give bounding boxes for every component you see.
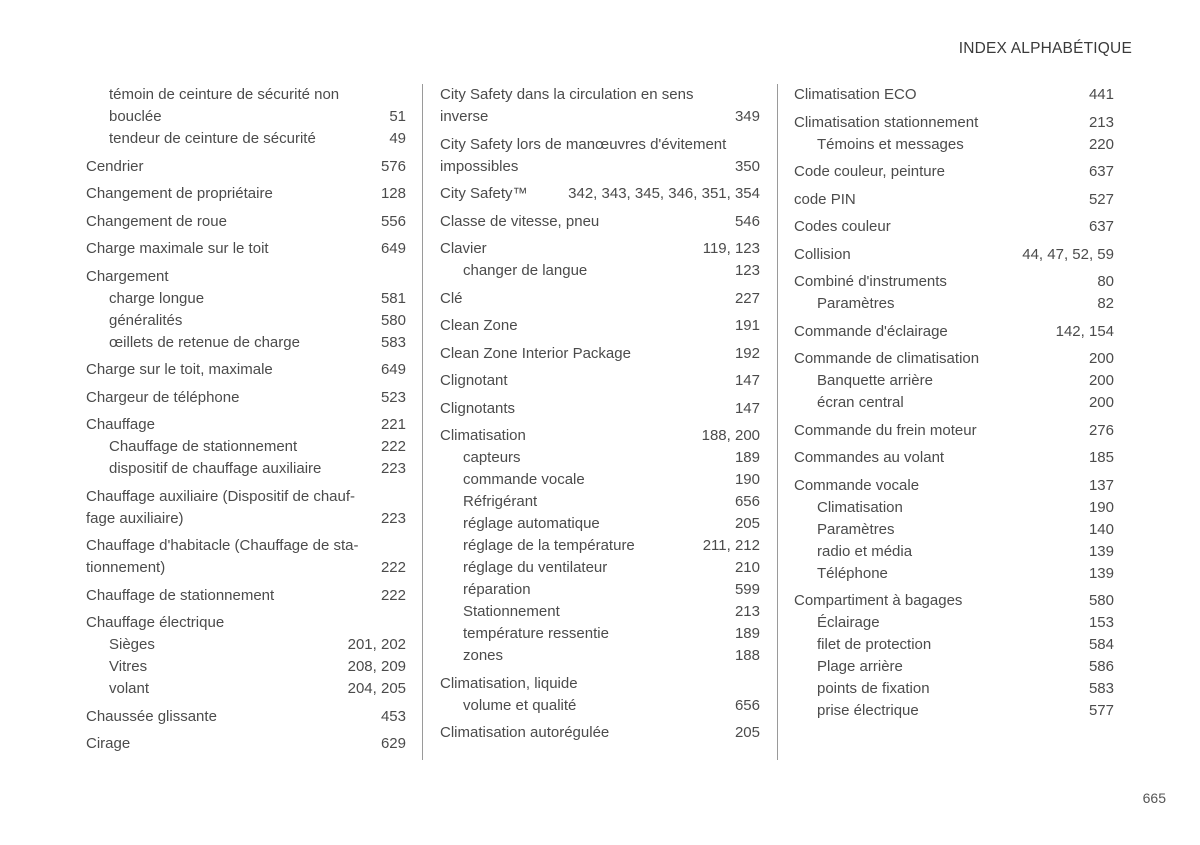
index-subentry xyxy=(86,656,406,678)
index-entry xyxy=(794,161,1114,183)
entry-page-ref: 49 xyxy=(389,130,406,147)
entry-term: généralités xyxy=(109,311,183,329)
index-subentry xyxy=(794,497,1114,519)
entry-page-ref: 211, 212 xyxy=(702,537,760,554)
index-entry xyxy=(86,585,406,607)
entry-page-ref: 656 xyxy=(734,493,760,510)
page-header: INDEX ALPHABÉTIQUE xyxy=(958,40,1132,57)
entry-term: Climatisation xyxy=(817,498,903,516)
entry-page-ref: 190 xyxy=(1088,498,1114,516)
index-line xyxy=(440,156,760,178)
entry-term: Changement de propriétaire xyxy=(86,185,273,202)
entry-term: changer de langue xyxy=(463,262,588,279)
entry-page-ref: 581 xyxy=(380,289,406,307)
index-subentry xyxy=(794,541,1114,563)
entry-term: Stationnement xyxy=(463,603,560,620)
entry-page-ref: 205 xyxy=(734,724,760,741)
index-entry xyxy=(794,447,1114,469)
entry-term: Éclairage xyxy=(817,614,880,631)
entry-term: Sièges xyxy=(109,636,155,653)
index-line xyxy=(440,211,760,233)
entry-page-ref: 441 xyxy=(1088,86,1114,103)
entry-page-ref: 350 xyxy=(734,157,760,175)
entry-page-ref: 580 xyxy=(1088,592,1114,609)
entry-page-ref: 139 xyxy=(1088,564,1114,582)
index-subentry xyxy=(440,579,760,601)
entry-page-ref: 80 xyxy=(1097,273,1114,290)
index-line xyxy=(440,398,760,420)
index-line xyxy=(86,359,406,381)
entry-term: tionnement) xyxy=(86,559,166,576)
index-subentry xyxy=(86,288,406,310)
entry-term: Climatisation ECO xyxy=(794,86,917,103)
entry-term: Chaussée glissante xyxy=(86,707,217,725)
entry-term: Plage arrière xyxy=(817,658,903,675)
entry-page-ref: 200 xyxy=(1088,372,1114,389)
index-line xyxy=(440,238,760,260)
entry-term: inverse xyxy=(440,108,489,125)
index-entry xyxy=(86,359,406,381)
index-subentry xyxy=(86,106,406,128)
entry-term: Commande de climatisation xyxy=(794,350,980,367)
index-subentry xyxy=(440,623,760,645)
index-entry xyxy=(794,420,1114,442)
index-entry xyxy=(794,271,1114,315)
index-line xyxy=(794,447,1114,469)
index-line xyxy=(440,183,760,205)
index-column-1 xyxy=(86,84,406,761)
entry-page-ref: 142, 154 xyxy=(1055,322,1114,340)
entry-page-ref: 222 xyxy=(380,438,406,455)
entry-term: œillets de retenue de charge xyxy=(109,333,300,351)
index-subentry xyxy=(440,491,760,513)
index-column-3 xyxy=(794,84,1114,728)
entry-term: réglage automatique xyxy=(463,515,600,532)
entry-page-ref: 190 xyxy=(734,471,760,488)
index-entry xyxy=(794,244,1114,266)
index-line xyxy=(86,706,406,728)
entry-term: témoin de ceinture de sécurité non xyxy=(109,86,340,103)
index-entry xyxy=(440,315,760,337)
entry-page-ref: 227 xyxy=(734,289,760,307)
entry-term: Chauffage xyxy=(86,416,155,433)
index-entry xyxy=(440,211,760,233)
entry-term: Téléphone xyxy=(817,564,888,582)
index-line xyxy=(440,84,760,106)
entry-term: Classe de vitesse, pneu xyxy=(440,212,600,230)
index-entry xyxy=(86,266,406,354)
entry-page-ref: 576 xyxy=(380,157,406,175)
index-line xyxy=(440,673,760,695)
index-entry xyxy=(86,238,406,260)
entry-term: tendeur de ceinture de sécurité xyxy=(109,130,316,147)
entry-page-ref: 583 xyxy=(380,333,406,351)
index-line xyxy=(86,387,406,409)
entry-term: Vitres xyxy=(109,658,148,675)
index-entry xyxy=(86,211,406,233)
index-line xyxy=(86,238,406,260)
entry-page-ref: 210 xyxy=(734,559,760,576)
index-line xyxy=(794,420,1114,442)
index-subentry xyxy=(86,84,406,106)
entry-term: Chauffage d'habitacle (Chauffage de sta- xyxy=(86,537,359,554)
entry-term: écran central xyxy=(817,394,904,411)
entry-page-ref: 140 xyxy=(1088,520,1114,538)
entry-page-ref: 153 xyxy=(1088,614,1114,631)
entry-page-ref: 201, 202 xyxy=(347,636,406,653)
entry-term: Commande vocale xyxy=(794,476,920,494)
index-entry xyxy=(440,722,760,744)
entry-term: Cirage xyxy=(86,735,131,752)
index-subentry xyxy=(794,678,1114,700)
entry-term: bouclée xyxy=(109,108,162,125)
entry-page-ref: 546 xyxy=(734,212,760,230)
entry-term: City Safety lors de manœuvres d'évitement xyxy=(440,135,727,153)
entry-page-ref: 583 xyxy=(1088,680,1114,697)
index-line xyxy=(86,183,406,205)
index-entry xyxy=(86,612,406,700)
index-line xyxy=(794,84,1114,106)
entry-term: Clignotant xyxy=(440,372,508,389)
entry-page-ref: 453 xyxy=(380,707,406,725)
entry-term: code PIN xyxy=(794,190,856,208)
index-line xyxy=(794,590,1114,612)
index-line xyxy=(440,288,760,310)
entry-page-ref: 123 xyxy=(734,262,760,279)
entry-page-ref: 637 xyxy=(1088,218,1114,235)
index-entry xyxy=(86,706,406,728)
index-line xyxy=(794,189,1114,211)
index-entry xyxy=(794,112,1114,156)
entry-term: Réfrigérant xyxy=(463,493,538,510)
entry-page-ref: 221 xyxy=(380,416,406,433)
index-line xyxy=(86,211,406,233)
entry-term: Charge maximale sur le toit xyxy=(86,240,269,257)
index-subentry xyxy=(794,370,1114,392)
entry-term: Témoins et messages xyxy=(817,135,964,153)
index-line xyxy=(794,244,1114,266)
index-subentry xyxy=(440,513,760,535)
index-entry xyxy=(86,156,406,178)
index-subentry xyxy=(440,695,760,717)
index-entry xyxy=(440,398,760,420)
index-line xyxy=(86,414,406,436)
entry-term: Clavier xyxy=(440,240,487,257)
entry-page-ref: 204, 205 xyxy=(347,680,406,697)
entry-page-ref: 185 xyxy=(1088,449,1114,466)
index-line xyxy=(86,156,406,178)
entry-page-ref: 213 xyxy=(1088,113,1114,131)
entry-term: prise électrique xyxy=(817,702,919,719)
entry-page-ref: 223 xyxy=(380,460,406,477)
index-subentry xyxy=(440,557,760,579)
index-line xyxy=(86,557,406,579)
entry-term: Climatisation stationnement xyxy=(794,113,979,131)
entry-term: Clignotants xyxy=(440,399,516,417)
entry-page-ref: 637 xyxy=(1088,163,1114,180)
index-subentry xyxy=(794,656,1114,678)
index-subentry xyxy=(794,612,1114,634)
index-entry xyxy=(440,84,760,128)
entry-term: dispositif de chauffage auxiliaire xyxy=(109,460,322,477)
index-line xyxy=(794,348,1114,370)
index-subentry xyxy=(86,128,406,150)
entry-term: Banquette arrière xyxy=(817,372,933,389)
entry-page-ref: 342, 343, 345, 346, 351, 354 xyxy=(568,185,760,202)
index-line xyxy=(794,112,1114,134)
entry-page-ref: 82 xyxy=(1097,295,1114,312)
entry-page-ref: 586 xyxy=(1088,658,1114,675)
entry-term: réparation xyxy=(463,581,531,598)
entry-page-ref: 44, 47, 52, 59 xyxy=(1022,245,1114,263)
entry-term: radio et média xyxy=(817,542,913,560)
entry-term: City Safety™ xyxy=(440,185,528,202)
entry-page-ref: 205 xyxy=(734,515,760,532)
index-line xyxy=(440,425,760,447)
index-subentry xyxy=(440,601,760,623)
index-entry xyxy=(440,425,760,667)
column-divider xyxy=(777,84,778,760)
entry-page-ref: 222 xyxy=(380,559,406,576)
index-subentry xyxy=(794,563,1114,585)
index-line xyxy=(86,486,406,508)
entry-page-ref: 223 xyxy=(380,509,406,527)
entry-page-ref: 200 xyxy=(1088,394,1114,411)
entry-page-ref: 556 xyxy=(380,212,406,230)
entry-page-ref: 208, 209 xyxy=(347,658,406,675)
index-subentry xyxy=(86,436,406,458)
index-entry xyxy=(794,189,1114,211)
entry-page-ref: 200 xyxy=(1088,350,1114,367)
entry-term: Changement de roue xyxy=(86,212,227,230)
entry-term: température ressentie xyxy=(463,625,609,642)
index-line xyxy=(86,612,406,634)
entry-term: City Safety dans la circulation en sens xyxy=(440,86,694,103)
index-entry xyxy=(86,486,406,530)
index-subentry xyxy=(794,392,1114,414)
entry-page-ref: 137 xyxy=(1088,476,1114,494)
index-line xyxy=(440,370,760,392)
entry-page-ref: 599 xyxy=(734,581,760,598)
index-subentry xyxy=(86,332,406,354)
index-entry xyxy=(440,370,760,392)
entry-page-ref: 656 xyxy=(734,696,760,714)
index-subentry xyxy=(86,458,406,480)
index-line xyxy=(794,475,1114,497)
index-line xyxy=(86,266,406,288)
index-line xyxy=(440,722,760,744)
index-entry xyxy=(86,535,406,579)
entry-page-ref: 527 xyxy=(1088,190,1114,208)
entry-term: commande vocale xyxy=(463,471,585,488)
entry-page-ref: 276 xyxy=(1088,421,1114,439)
index-subentry xyxy=(794,700,1114,722)
index-entry xyxy=(794,216,1114,238)
index-subentry xyxy=(794,519,1114,541)
entry-term: fage auxiliaire) xyxy=(86,509,184,527)
entry-term: Codes couleur xyxy=(794,218,891,235)
entry-page-ref: 189 xyxy=(734,449,760,466)
entry-term: Cendrier xyxy=(86,157,144,175)
index-line xyxy=(794,216,1114,238)
entry-term: Commande d'éclairage xyxy=(794,322,948,340)
entry-page-ref: 192 xyxy=(734,344,760,362)
index-line xyxy=(794,161,1114,183)
index-subentry xyxy=(86,678,406,700)
entry-term: réglage de la température xyxy=(463,537,635,554)
index-entry xyxy=(440,238,760,282)
index-entry xyxy=(86,84,406,150)
index-subentry xyxy=(86,634,406,656)
index-entry xyxy=(86,387,406,409)
index-subentry xyxy=(440,535,760,557)
entry-term: Clean Zone Interior Package xyxy=(440,344,631,362)
entry-term: Chauffage de stationnement xyxy=(109,438,298,455)
entry-page-ref: 220 xyxy=(1088,135,1114,153)
index-entry xyxy=(86,183,406,205)
index-entry xyxy=(794,84,1114,106)
entry-page-ref: 147 xyxy=(734,372,760,389)
entry-term: impossibles xyxy=(440,157,519,175)
entry-term: charge longue xyxy=(109,289,205,307)
index-entry xyxy=(794,321,1114,343)
entry-page-ref: 584 xyxy=(1088,636,1114,653)
index-subentry xyxy=(440,645,760,667)
column-divider xyxy=(422,84,423,760)
entry-term: points de fixation xyxy=(817,680,930,697)
entry-term: Climatisation autorégulée xyxy=(440,724,610,741)
entry-page-ref: 222 xyxy=(380,586,406,604)
entry-term: Paramètres xyxy=(817,520,895,538)
entry-term: volume et qualité xyxy=(463,696,577,714)
page-number: 665 xyxy=(1142,790,1166,806)
index-line xyxy=(440,106,760,128)
index-entry xyxy=(440,288,760,310)
index-column-2 xyxy=(440,84,760,750)
entry-page-ref: 649 xyxy=(380,361,406,378)
entry-page-ref: 577 xyxy=(1088,702,1114,719)
entry-page-ref: 189 xyxy=(734,625,760,642)
entry-term: Code couleur, peinture xyxy=(794,163,945,180)
entry-page-ref: 139 xyxy=(1088,542,1114,560)
index-subentry xyxy=(794,134,1114,156)
entry-term: Collision xyxy=(794,245,851,263)
entry-page-ref: 349 xyxy=(734,108,760,125)
index-line xyxy=(440,315,760,337)
index-entry xyxy=(440,343,760,365)
index-subentry xyxy=(440,447,760,469)
entry-term: Clé xyxy=(440,289,463,307)
index-subentry xyxy=(86,310,406,332)
index-line xyxy=(440,134,760,156)
entry-term: Clean Zone xyxy=(440,317,518,334)
index-line xyxy=(794,321,1114,343)
index-entry xyxy=(86,733,406,755)
entry-term: Compartiment à bagages xyxy=(794,592,963,609)
entry-term: Chauffage électrique xyxy=(86,614,225,631)
entry-page-ref: 191 xyxy=(734,317,760,334)
entry-page-ref: 523 xyxy=(380,388,406,406)
index-entry xyxy=(794,475,1114,585)
entry-page-ref: 128 xyxy=(380,185,406,202)
entry-term: capteurs xyxy=(463,449,521,466)
entry-page-ref: 213 xyxy=(734,603,760,620)
entry-term: Chauffage auxiliaire (Dispositif de chauf- xyxy=(86,487,356,505)
entry-term: volant xyxy=(109,680,150,697)
entry-term: réglage du ventilateur xyxy=(463,559,608,576)
index-entry xyxy=(440,183,760,205)
index-subentry xyxy=(794,634,1114,656)
entry-term: Chauffage de stationnement xyxy=(86,586,275,604)
index-entry xyxy=(440,134,760,178)
entry-term: Combiné d'instruments xyxy=(794,273,947,290)
index-line xyxy=(86,585,406,607)
entry-term: Climatisation xyxy=(440,427,526,444)
entry-page-ref: 119, 123 xyxy=(702,240,760,257)
entry-term: Climatisation, liquide xyxy=(440,674,578,692)
index-line xyxy=(86,508,406,530)
entry-term: Chargeur de téléphone xyxy=(86,388,240,406)
index-line xyxy=(86,535,406,557)
entry-term: zones xyxy=(463,647,504,664)
index-entry xyxy=(440,673,760,717)
index-line xyxy=(794,271,1114,293)
index-line xyxy=(86,733,406,755)
index-subentry xyxy=(794,293,1114,315)
entry-term: filet de protection xyxy=(817,636,932,653)
entry-term: Charge sur le toit, maximale xyxy=(86,361,273,378)
entry-page-ref: 147 xyxy=(734,399,760,417)
index-subentry xyxy=(440,469,760,491)
entry-term: Commande du frein moteur xyxy=(794,421,977,439)
index-entry xyxy=(86,414,406,480)
entry-page-ref: 188, 200 xyxy=(701,427,760,444)
index-line xyxy=(440,343,760,365)
entry-page-ref: 51 xyxy=(389,108,406,125)
index-entry xyxy=(794,348,1114,414)
index-subentry xyxy=(440,260,760,282)
entry-term: Chargement xyxy=(86,267,169,285)
entry-page-ref: 649 xyxy=(380,240,406,257)
entry-page-ref: 188 xyxy=(734,647,760,664)
entry-term: Paramètres xyxy=(817,295,895,312)
entry-page-ref: 629 xyxy=(380,735,406,752)
index-entry xyxy=(794,590,1114,722)
entry-page-ref: 580 xyxy=(380,311,406,329)
entry-term: Commandes au volant xyxy=(794,449,945,466)
